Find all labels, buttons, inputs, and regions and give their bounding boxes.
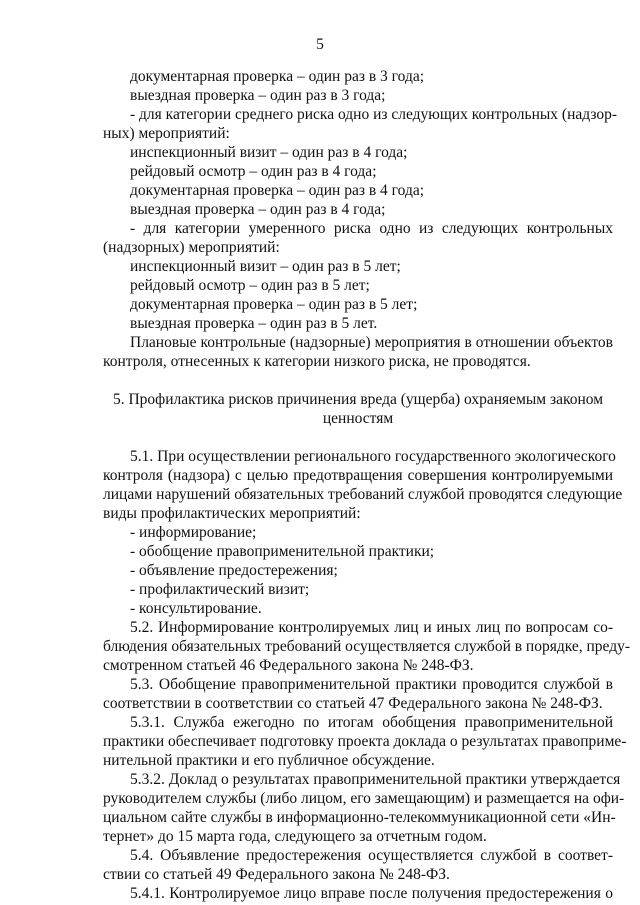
text-line: рейдовый осмотр – один раз в 4 года; (130, 163, 377, 180)
text-line: - обобщение правоприменительной практики; (130, 543, 435, 560)
text-line: циальном сайте службы в информационно-телекоммуникационной сети «Ин- (103, 809, 616, 826)
text-line: блюдения обязательных требований осуществляется службой в порядке, преду- (103, 638, 631, 655)
text-line: контроля, отнесенных к категории низкого риска, не проводятся. (103, 353, 531, 370)
text-line: смотренном статьей 46 Федерального закона № 248-ФЗ. (103, 657, 474, 674)
text-line: 5.3. Обобщение правоприменительной практики проводится службой в (130, 676, 613, 693)
text-line: - консультирование. (130, 600, 262, 617)
text-line: выездная проверка – один раз в 5 лет. (130, 315, 378, 332)
text-line: - профилактический визит; (130, 581, 310, 598)
text-line: лицами нарушений обязательных требований службой проводятся следующие (103, 486, 623, 503)
text-line: виды профилактических мероприятий: (103, 505, 361, 522)
text-line: документарная проверка – один раз в 5 лет; (130, 296, 418, 313)
text-line: - информирование; (130, 524, 257, 541)
text-line: нительной практики и его публичное обсуждение. (103, 752, 435, 769)
text-line: документарная проверка – один раз в 3 года; (130, 68, 425, 85)
text-line: руководителем службы (либо лицом, его замещающим) и размещается на офи- (103, 790, 625, 807)
text-line: контроля (надзора) с целью предотвращения совершения контролируемыми (103, 467, 613, 484)
text-line: тернет» до 15 марта года, следующего за отчетным годом. (103, 828, 487, 845)
text-line: рейдовый осмотр – один раз в 5 лет; (130, 277, 370, 294)
text-line: (надзорных) мероприятий: (103, 239, 280, 256)
text-line: - для категории умеренного риска одно из следующих контрольных (130, 220, 613, 237)
text-line: выездная проверка – один раз в 4 года; (130, 201, 386, 218)
text-line: - объявление предостережения; (130, 562, 338, 579)
text-line: 5.4. Объявление предостережения осуществляется службой в соответ- (130, 847, 613, 864)
text-line: - для категории среднего риска одно из следующих контрольных (надзор- (130, 106, 618, 123)
text-line: 5.3.1. Служба ежегодно по итогам обобщения правоприменительной (130, 714, 613, 731)
text-line: документарная проверка – один раз в 4 года; (130, 182, 425, 199)
page-number: 5 (316, 36, 324, 53)
text-line: 5. Профилактика рисков причинения вреда (ущерба) охраняемым законом (112, 391, 604, 408)
text-line: выездная проверка – один раз в 3 года; (130, 87, 386, 104)
text-line: инспекционный визит – один раз в 5 лет; (130, 258, 401, 275)
text-line: ценностям (322, 410, 394, 427)
text-line: 5.2. Информирование контролируемых лиц и иных лиц по вопросам со- (130, 619, 613, 636)
text-line: 5.1. При осуществлении регионального государственного экологического (130, 448, 616, 465)
text-line: 5.3.2. Доклад о результатах правоприменительной практики утверждается (130, 771, 621, 788)
text-line: ствии со статьей 49 Федерального закона № 248-ФЗ. (103, 866, 450, 883)
text-line: Плановые контрольные (надзорные) мероприятия в отношении объектов (130, 334, 613, 351)
text-line: соответствии в соответствии со статьей 47 Федерального закона № 248-ФЗ. (103, 695, 603, 712)
text-line: ных) мероприятий: (103, 125, 230, 142)
text-line: практики обеспечивает подготовку проекта доклада о результатах правоприме- (103, 733, 627, 750)
text-line: 5.4.1. Контролируемое лицо вправе после получения предостережения о (130, 885, 613, 902)
text-line: инспекционный визит – один раз в 4 года; (130, 144, 408, 161)
